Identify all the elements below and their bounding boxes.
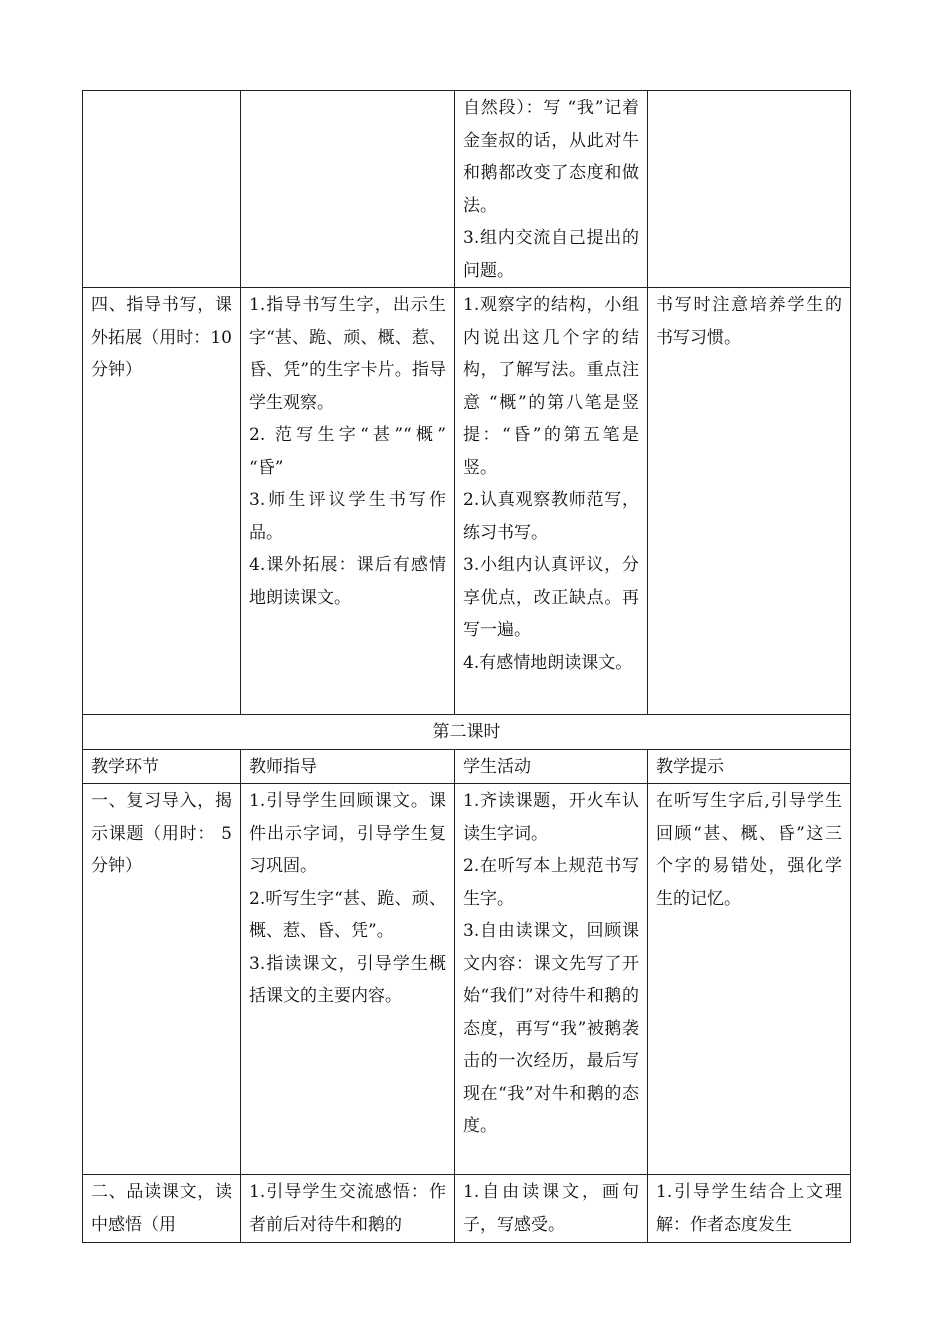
teacher-guidance-cell [241,1175,455,1243]
cell-paragraph: 在听写生字后,引导学生回顾“甚、概、昏”这三个字的易错处，强化学生的记忆。 [656,791,842,909]
student-activity-cell [455,288,648,715]
cell-paragraph: 四、指导书写，课外拓展（用时：10分钟） [91,295,232,380]
cell-paragraph: 4.有感情地朗读课文。 [463,652,633,673]
cell-paragraph: 3.自由读课文，回顾课文内容：课文先写了开始“我们”对待牛和鹅的态度，再写“我”被鹅袭击的一次经历，最后写现在“我”对牛和鹅的态度。 [463,921,639,1136]
cell-paragraph: 2.在听写本上规范书写生字。 [463,856,639,909]
cell-paragraph: 2.认真观察教师范写，练习书写。 [463,490,639,543]
cell-paragraph: 3.师生评议学生书写作品。 [249,490,446,543]
cell-paragraph: 3.组内交流自己提出的问题。 [463,228,639,281]
cell-paragraph: 4.课外拓展：课后有感情地朗读课文。 [249,555,446,608]
teacher-guidance-cell [241,288,455,715]
cell-paragraph: 2.听写生字“甚、跪、顽、概、惹、昏、凭”。 [249,888,446,941]
cell-paragraph: 3.指读课文，引导学生概括课文的主要内容。 [249,953,446,1006]
teaching-tip-cell [648,1175,851,1243]
cell-paragraph: 1.齐读课题，开火车认读生字词。 [463,791,639,844]
cell-paragraph: 书写时注意培养学生的书写习惯。 [656,295,842,348]
header-stage: 教学环节 [83,749,241,784]
teaching-tip-cell [648,784,851,1175]
stage-cell [83,1175,241,1243]
cell-paragraph: 1.引导学生交流感悟：作者前后对待牛和鹅的 [249,1182,446,1235]
stage-cell [83,91,241,288]
section-title-row [83,715,851,750]
cell-paragraph: 2. 范写生字“甚”“概” “昏” [249,425,446,478]
header-teaching-tip: 教学提示 [648,749,851,784]
teacher-guidance-cell [241,91,455,288]
cell-paragraph: 3.小组内认真评议，分享优点，改正缺点。再写一遍。 [463,555,639,640]
lesson-plan-table [82,90,851,1243]
cell-paragraph: 1.引导学生回顾课文。课件出示字词，引导学生复习巩固。 [249,791,446,876]
section-title: 第二课时 [83,715,851,750]
student-activity-cell [455,1175,648,1243]
cell-paragraph: 1.引导学生结合上文理解：作者态度发生 [656,1182,842,1235]
teacher-guidance-cell [241,784,455,1175]
header-student-activity: 学生活动 [455,749,648,784]
table-row [83,91,851,288]
student-activity-cell [455,784,648,1175]
cell-paragraph: 二、品读课文，读中感悟（用 [91,1182,232,1235]
cell-paragraph: 1.观察字的结构，小组内说出这几个字的结构，了解写法。重点注意 “概”的第八笔是竖提：“昏”的第五笔是竖。 [463,295,639,478]
stage-cell [83,784,241,1175]
header-teacher-guidance: 教师指导 [241,749,455,784]
cell-paragraph: 一、复习导入，揭示课题（用时： 5分钟） [91,791,232,876]
stage-cell [83,288,241,715]
teaching-tip-cell [648,91,851,288]
student-activity-cell [455,91,648,288]
cell-paragraph: 1.指导书写生字，出示生字“甚、跪、顽、概、惹、昏、凭”的生字卡片。指导学生观察。 [249,295,446,413]
header-row [83,749,851,784]
table-row [83,288,851,715]
table-row [83,784,851,1175]
cell-paragraph: 1.自由读课文，画句子，写感受。 [463,1182,639,1235]
table-row [83,1175,851,1243]
teaching-tip-cell [648,288,851,715]
cell-paragraph: 自然段）：写 “我”记着金奎叔的话，从此对牛和鹅都改变了态度和做法。 [463,98,639,216]
